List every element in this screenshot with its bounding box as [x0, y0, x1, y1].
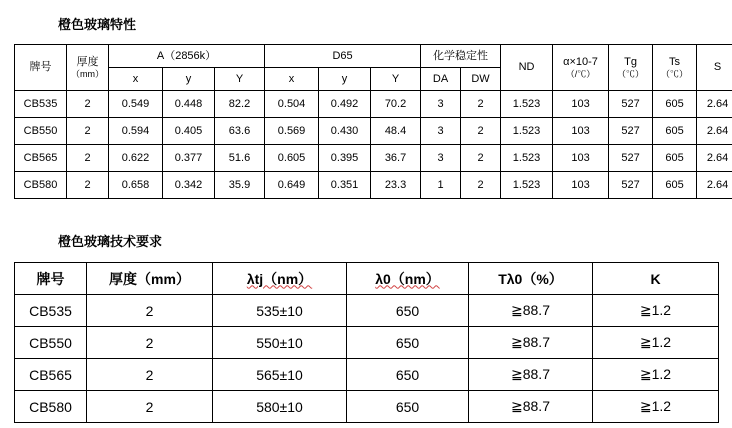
cell-a-x: 0.594 — [109, 118, 163, 145]
cell-d65-x: 0.569 — [265, 118, 319, 145]
cell-thickness: 2 — [67, 172, 109, 199]
cell-dw: 2 — [461, 91, 501, 118]
header-d65-y: y — [319, 68, 371, 91]
cell-s: 2.64 — [697, 145, 732, 172]
cell-t-lambda-0: ≧88.7 — [469, 359, 593, 391]
cell-lambda-tj: 580±10 — [213, 391, 347, 423]
cell-thickness: 2 — [67, 91, 109, 118]
cell-d65-Y: 48.4 — [371, 118, 421, 145]
header-thickness-label: 厚度 — [76, 56, 99, 68]
cell-d65-y: 0.351 — [319, 172, 371, 199]
cell-a-y: 0.448 — [163, 91, 215, 118]
table-header-row — [15, 263, 719, 295]
header-s: S — [697, 45, 732, 91]
cell-nd: 1.523 — [501, 118, 553, 145]
header-nd: ND — [501, 45, 553, 91]
cell-s: 2.64 — [697, 91, 732, 118]
cell-k: ≧1.2 — [593, 359, 719, 391]
header-d65-x: x — [265, 68, 319, 91]
cell-alpha: 103 — [553, 118, 609, 145]
cell-d65-x: 0.649 — [265, 172, 319, 199]
header-lambda-tj: λtj（nm） — [213, 263, 347, 295]
cell-t-lambda-0: ≧88.7 — [469, 391, 593, 423]
cell-lambda-tj: 550±10 — [213, 327, 347, 359]
cell-alpha: 103 — [553, 145, 609, 172]
cell-k: ≧1.2 — [593, 391, 719, 423]
cell-lambda-0: 650 — [347, 295, 469, 327]
cell-dw: 2 — [461, 145, 501, 172]
cell-nd: 1.523 — [501, 172, 553, 199]
cell-tg: 527 — [609, 172, 653, 199]
cell-dw: 2 — [461, 118, 501, 145]
cell-t-lambda-0: ≧88.7 — [469, 295, 593, 327]
header-da: DA — [421, 68, 461, 91]
header-a-Y: Y — [215, 68, 265, 91]
cell-brand: CB565 — [15, 359, 87, 391]
glass-requirements-table-wrapper — [14, 262, 719, 423]
header-alpha-unit: （/℃） — [565, 68, 596, 79]
cell-alpha: 103 — [553, 91, 609, 118]
cell-d65-x: 0.605 — [265, 145, 319, 172]
cell-d65-y: 0.430 — [319, 118, 371, 145]
header-k: K — [593, 263, 719, 295]
cell-k: ≧1.2 — [593, 295, 719, 327]
header-tg-unit: （℃） — [617, 68, 645, 79]
header-d65-Y: Y — [371, 68, 421, 91]
cell-brand: CB565 — [15, 145, 67, 172]
header-alpha-label: α×10-7 — [563, 56, 598, 68]
header-tg-label: Tg — [624, 56, 637, 68]
header-t-lambda-0: Tλ0（%） — [469, 263, 593, 295]
header-a2856k: A（2856k） — [109, 45, 265, 68]
table-header-row-top — [15, 45, 732, 68]
cell-ts: 605 — [653, 91, 697, 118]
header-brand: 牌号 — [15, 45, 67, 91]
cell-tg: 527 — [609, 118, 653, 145]
cell-k: ≧1.2 — [593, 327, 719, 359]
header-chemical-stability: 化学稳定性 — [421, 45, 501, 68]
cell-brand: CB535 — [15, 295, 87, 327]
cell-alpha: 103 — [553, 172, 609, 199]
cell-s: 2.64 — [697, 118, 732, 145]
cell-da: 3 — [421, 91, 461, 118]
table-row — [15, 118, 732, 145]
header-ts-unit: （℃） — [661, 68, 689, 79]
cell-lambda-0: 650 — [347, 391, 469, 423]
header-brand: 牌号 — [15, 263, 87, 295]
header-a-y: y — [163, 68, 215, 91]
cell-thickness: 2 — [67, 118, 109, 145]
cell-d65-y: 0.492 — [319, 91, 371, 118]
table-row — [15, 327, 719, 359]
table-row — [15, 145, 732, 172]
cell-a-x: 0.549 — [109, 91, 163, 118]
cell-ts: 605 — [653, 172, 697, 199]
cell-lambda-0: 650 — [347, 359, 469, 391]
page-title-requirements: 橙色玻璃技术要求 — [58, 234, 163, 249]
cell-dw: 2 — [461, 172, 501, 199]
header-thickness — [67, 45, 109, 91]
cell-lambda-tj: 535±10 — [213, 295, 347, 327]
cell-t-lambda-0: ≧88.7 — [469, 327, 593, 359]
header-dw: DW — [461, 68, 501, 91]
cell-thickness: 2 — [87, 391, 213, 423]
cell-brand: CB535 — [15, 91, 67, 118]
cell-tg: 527 — [609, 145, 653, 172]
cell-brand: CB580 — [15, 172, 67, 199]
cell-a-Y: 82.2 — [215, 91, 265, 118]
header-thickness: 厚度（mm） — [87, 263, 213, 295]
table-row — [15, 295, 719, 327]
cell-a-Y: 51.6 — [215, 145, 265, 172]
cell-da: 3 — [421, 145, 461, 172]
cell-d65-Y: 70.2 — [371, 91, 421, 118]
cell-a-y: 0.405 — [163, 118, 215, 145]
cell-lambda-tj: 565±10 — [213, 359, 347, 391]
cell-a-Y: 35.9 — [215, 172, 265, 199]
cell-s: 2.64 — [697, 172, 732, 199]
cell-brand: CB580 — [15, 391, 87, 423]
cell-d65-Y: 23.3 — [371, 172, 421, 199]
cell-d65-Y: 36.7 — [371, 145, 421, 172]
header-ts — [653, 45, 697, 91]
table-row — [15, 172, 732, 199]
header-thickness-unit: （mm） — [71, 68, 104, 79]
cell-tg: 527 — [609, 91, 653, 118]
cell-a-x: 0.622 — [109, 145, 163, 172]
glass-characteristics-table-wrapper — [14, 44, 732, 199]
header-a-x: x — [109, 68, 163, 91]
cell-brand: CB550 — [15, 327, 87, 359]
cell-lambda-0: 650 — [347, 327, 469, 359]
cell-a-x: 0.658 — [109, 172, 163, 199]
glass-requirements-table — [14, 262, 719, 423]
cell-thickness: 2 — [87, 359, 213, 391]
cell-brand: CB550 — [15, 118, 67, 145]
cell-a-y: 0.377 — [163, 145, 215, 172]
cell-nd: 1.523 — [501, 145, 553, 172]
cell-thickness: 2 — [87, 295, 213, 327]
header-lambda-0: λ0（nm） — [347, 263, 469, 295]
cell-da: 3 — [421, 118, 461, 145]
table-row — [15, 359, 719, 391]
cell-d65-x: 0.504 — [265, 91, 319, 118]
cell-thickness: 2 — [67, 145, 109, 172]
cell-da: 1 — [421, 172, 461, 199]
glass-characteristics-table — [14, 44, 732, 199]
cell-thickness: 2 — [87, 327, 213, 359]
cell-ts: 605 — [653, 145, 697, 172]
header-alpha — [553, 45, 609, 91]
cell-ts: 605 — [653, 118, 697, 145]
table-row — [15, 91, 732, 118]
header-tg — [609, 45, 653, 91]
cell-a-y: 0.342 — [163, 172, 215, 199]
header-d65: D65 — [265, 45, 421, 68]
cell-nd: 1.523 — [501, 91, 553, 118]
cell-d65-y: 0.395 — [319, 145, 371, 172]
cell-a-Y: 63.6 — [215, 118, 265, 145]
page-title-characteristics: 橙色玻璃特性 — [58, 17, 137, 32]
table-row — [15, 391, 719, 423]
header-ts-label: Ts — [669, 56, 681, 68]
